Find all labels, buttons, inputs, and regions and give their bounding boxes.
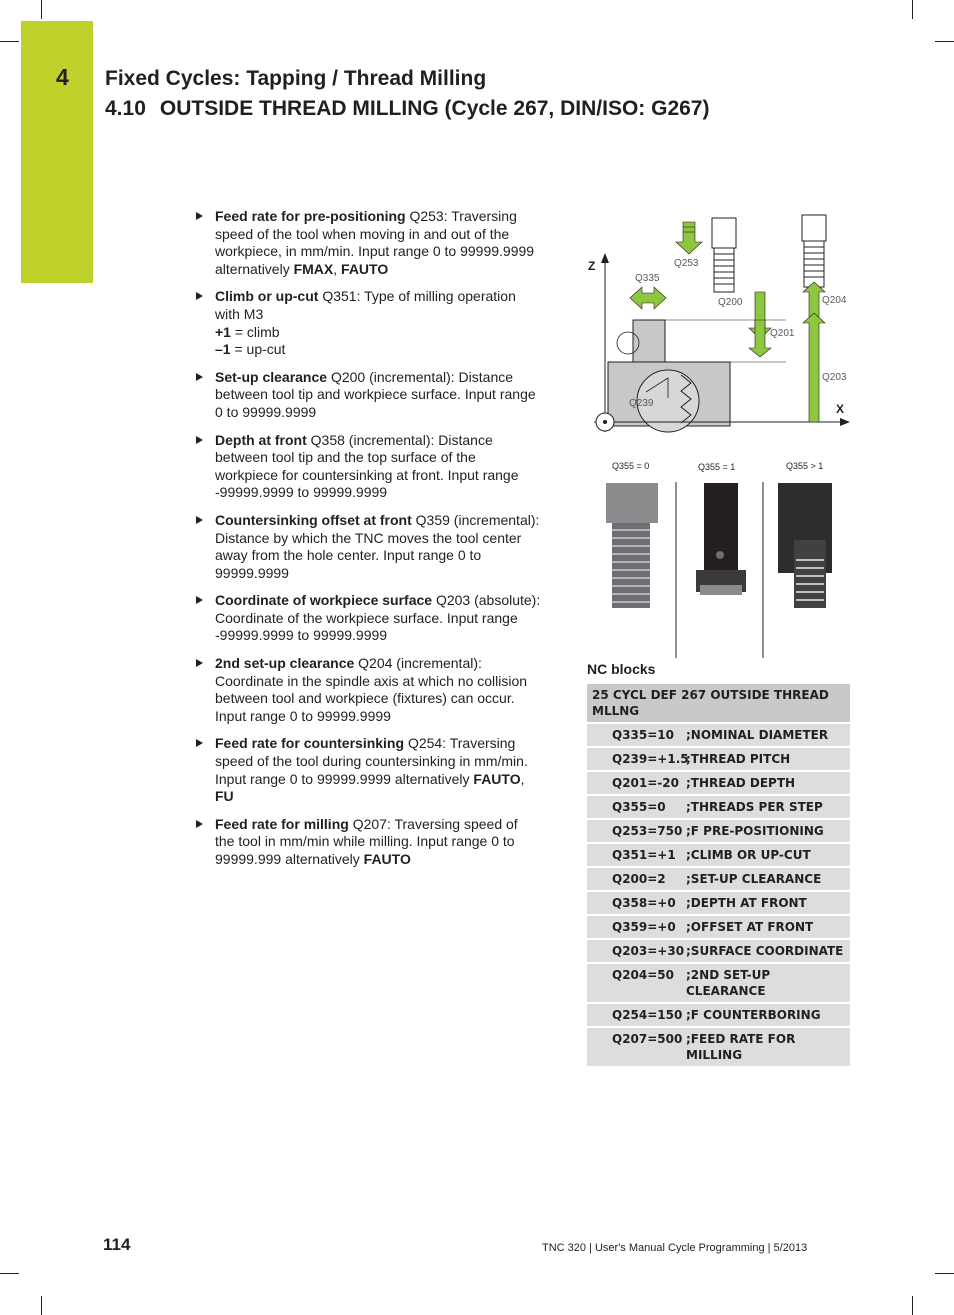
tool-photo-single (696, 483, 746, 595)
nc-param: Q355=0 (612, 800, 666, 814)
parameter-text: Q254: Traversing (407, 735, 516, 752)
parameter-text: , (333, 260, 342, 277)
parameter-line (215, 771, 558, 789)
parameter-term: Feed rate for countersinking (215, 735, 405, 752)
bullet-arrow-icon (196, 596, 203, 604)
nc-param: Q203=+30 (612, 944, 685, 958)
parameter-line (215, 484, 558, 502)
parameter-text: Coordinate in the spindle axis at which no collision (215, 672, 528, 689)
parameter-text: , (520, 770, 525, 787)
parameter-line (215, 306, 558, 324)
parameter-line (215, 208, 558, 226)
nc-comment: ;DEPTH AT FRONT (686, 896, 807, 910)
bullet-arrow-icon (196, 373, 203, 381)
tool-photo-tap (606, 483, 658, 608)
parameter-text: Q207: Traversing speed of (352, 815, 518, 832)
bullet-arrow-icon (196, 212, 203, 220)
nc-param: Q335=10 (612, 728, 675, 742)
parameter-line (215, 369, 558, 387)
parameter-item (193, 655, 558, 725)
parameter-text: = up-cut (230, 341, 286, 358)
surface-coordinate-arrow (803, 313, 825, 422)
label-q204: Q204 (822, 295, 847, 306)
nc-comment: ;F PRE-POSITIONING (686, 824, 824, 838)
z-axis-arrow (601, 253, 609, 263)
label-q335: Q335 (635, 273, 660, 284)
crop-mark (0, 1273, 19, 1274)
nc-param: Q351=+1 (612, 848, 676, 862)
parameter-line (215, 243, 558, 261)
parameter-item (193, 816, 558, 869)
nc-comment: ;THREAD PITCH (686, 752, 791, 766)
parameter-line (215, 565, 558, 583)
bullet-arrow-icon (196, 292, 203, 300)
parameter-line (215, 226, 558, 244)
crop-mark (935, 1273, 954, 1274)
parameter-list (193, 208, 558, 879)
nc-comment: ;NOMINAL DIAMETER (686, 728, 829, 742)
nc-row (587, 916, 850, 938)
parameter-line (215, 655, 558, 673)
caption-q355-0: Q355 = 0 (612, 461, 650, 471)
parameter-term: Set-up clearance (215, 368, 328, 385)
parameter-item (193, 592, 558, 645)
nc-param: Q201=-20 (612, 776, 679, 790)
parameter-line (215, 386, 558, 404)
nc-row (587, 796, 850, 818)
bullet-arrow-icon (196, 436, 203, 444)
nc-param: Q207=500 (612, 1032, 683, 1046)
nc-comment: ;OFFSET AT FRONT (686, 920, 814, 934)
parameter-item (193, 288, 558, 358)
parameter-text: -99999.9999 to 99999.9999 (215, 484, 388, 501)
parameter-text: speed of the tool during countersinking in mm/min. (215, 753, 528, 770)
parameter-text: between tool tip and the top surface of the (215, 449, 476, 466)
nc-row (587, 964, 850, 1002)
bullet-arrow-icon (196, 820, 203, 828)
section-title-text: OUTSIDE THREAD MILLING (Cycle 267, DIN/ISO: G267) (159, 97, 710, 120)
crop-mark (41, 1296, 42, 1315)
nc-comment: ;THREAD DEPTH (686, 776, 796, 790)
parameter-line (215, 288, 558, 306)
nc-row (587, 724, 850, 746)
parameter-text: = climb (230, 323, 280, 340)
bullet-arrow-icon (196, 659, 203, 667)
parameter-keyword: +1 (215, 323, 231, 340)
parameter-text: 99999.999 alternatively (215, 851, 364, 867)
parameter-text: 0 to 99999.9999 (215, 403, 317, 420)
nc-param: Q253=750 (612, 824, 683, 838)
parameter-text: between tool tip and workpiece surface. Input range (215, 386, 536, 403)
nc-param: Q200=2 (612, 872, 666, 886)
parameter-text: Q200 (incremental): Distance (330, 368, 514, 385)
parameter-keyword: FAUTO (473, 770, 521, 787)
label-q253: Q253 (674, 258, 699, 269)
nc-row (587, 892, 850, 914)
parameter-line (215, 673, 558, 691)
parameter-keyword: FAUTO (363, 851, 411, 867)
nc-row (587, 868, 850, 890)
parameter-line (215, 592, 558, 610)
parameter-text: Q204 (incremental): (358, 655, 482, 672)
parameter-keyword: FAUTO (341, 260, 389, 277)
caption-q355-gt1: Q355 > 1 (786, 461, 824, 471)
parameter-line (215, 753, 558, 771)
tool-threads (804, 241, 824, 287)
nc-comment: ;SET-UP CLEARANCE (686, 872, 822, 886)
parameter-keyword: –1 (215, 341, 231, 358)
parameter-line (215, 341, 558, 359)
parameter-item (193, 512, 558, 582)
nc-comment: ;2ND SET-UP CLEARANCE (686, 968, 771, 998)
parameter-text: Q351: Type of milling operation (322, 288, 516, 305)
nc-param: Q239=+1.5 (612, 752, 689, 766)
page-number: 114 (103, 1235, 131, 1254)
parameter-text: alternatively (215, 260, 294, 277)
parameter-item (193, 369, 558, 422)
label-q239: Q239 (629, 398, 654, 409)
parameter-term: Depth at front (215, 431, 307, 448)
parameter-term: Feed rate for pre-positioning (215, 208, 406, 224)
parameter-text: Coordinate of the workpiece surface. Input range (215, 609, 518, 626)
parameter-text: speed of the tool when moving in and out of the (215, 225, 510, 242)
tool-shank (712, 218, 736, 248)
nc-blocks-heading: NC blocks (587, 661, 656, 677)
nc-param: Q254=150 (612, 1008, 683, 1022)
crop-mark (41, 0, 42, 19)
parameter-term: Climb or up-cut (215, 288, 319, 305)
parameter-line (215, 547, 558, 565)
parameter-text: workpiece, in mm/min. Input range 0 to 99999.9999 (215, 243, 535, 260)
parameter-line (215, 449, 558, 467)
parameter-line (215, 530, 558, 548)
chapter-tab (21, 21, 93, 283)
nc-row (587, 940, 850, 962)
parameter-line (215, 735, 558, 753)
parameter-text: Q358 (incremental): Distance (310, 431, 493, 448)
tool-photo-multi (778, 483, 832, 608)
nc-comment: ;CLIMB OR UP-CUT (686, 848, 811, 862)
crop-mark (912, 1296, 913, 1315)
caption-q355-1: Q355 = 1 (698, 462, 736, 472)
nc-block-header: 25 CYCL DEF 267 OUTSIDE THREAD MLLNG (587, 684, 850, 722)
parameter-text: -99999.9999 to 99999.9999 (215, 627, 388, 644)
x-axis-arrow (840, 418, 850, 426)
parameter-line (215, 432, 558, 450)
tool-shank (802, 215, 826, 241)
nc-row (587, 772, 850, 794)
nc-row (587, 844, 850, 866)
nc-param: Q358=+0 (612, 896, 676, 910)
stud (633, 320, 665, 362)
parameter-text: Q359 (incremental): (415, 511, 540, 528)
tool-threads (714, 248, 734, 292)
nc-param: Q359=+0 (612, 920, 676, 934)
crop-mark (912, 0, 913, 19)
parameter-line (215, 512, 558, 530)
label-q203: Q203 (822, 372, 847, 383)
label-q200: Q200 (718, 297, 743, 308)
parameter-line (215, 627, 558, 645)
nc-blocks-table (587, 684, 850, 1068)
parameter-term: Countersinking offset at front (215, 511, 412, 528)
parameter-item (193, 208, 558, 278)
cycle-diagram (586, 210, 854, 660)
parameter-text: between tool and workpiece (fixtures) can occur. (215, 690, 515, 707)
section-title (105, 97, 709, 121)
parameter-text: Q253: Traversing (409, 208, 517, 224)
parameter-term: Feed rate for milling (215, 815, 349, 832)
origin-dot (603, 420, 607, 424)
parameter-text: with M3 (215, 305, 264, 322)
axis-x-label: X (836, 402, 845, 416)
parameter-line (215, 851, 558, 869)
parameter-line (215, 833, 558, 851)
parameter-text: workpiece for countersinking at front. Input range (215, 466, 519, 483)
chapter-number: 4 (56, 64, 69, 90)
section-number: 4.10 (105, 97, 146, 120)
nc-row (587, 748, 850, 770)
bullet-arrow-icon (196, 739, 203, 747)
parameter-item (193, 432, 558, 502)
parameter-text: 99999.9999 (215, 564, 289, 581)
nc-row (587, 1028, 850, 1066)
parameter-line (215, 404, 558, 422)
parameter-term: 2nd set-up clearance (215, 655, 355, 672)
parameter-line (215, 788, 558, 806)
footer-text: TNC 320 | User's Manual Cycle Programming | 5/2013 (542, 1242, 808, 1254)
depth-arrow (749, 320, 771, 357)
nc-row (587, 1004, 850, 1026)
parameter-item (193, 735, 558, 805)
diameter-arrow (630, 287, 666, 309)
bullet-arrow-icon (196, 516, 203, 524)
parameter-keyword: FMAX (293, 260, 334, 277)
parameter-line (215, 324, 558, 342)
chapter-title: Fixed Cycles: Tapping / Thread Milling (105, 67, 487, 90)
parameter-line (215, 261, 558, 279)
nc-comment: ;SURFACE COORDINATE (686, 944, 844, 958)
label-q201: Q201 (770, 328, 795, 339)
parameter-line (215, 816, 558, 834)
parameter-text: Input range 0 to 99999.9999 (215, 707, 391, 724)
nc-comment: ;THREADS PER STEP (686, 800, 823, 814)
crop-mark (935, 41, 954, 42)
nc-row (587, 820, 850, 842)
crop-mark (0, 41, 19, 42)
nc-comment: ;F COUNTERBORING (686, 1008, 821, 1022)
nc-comment: ;FEED RATE FOR MILLING (686, 1032, 796, 1062)
parameter-text: the tool in mm/min while milling. Input range 0 to (215, 833, 515, 850)
parameter-text: Q203 (absolute): (435, 592, 541, 609)
axis-z-label: Z (588, 259, 596, 273)
parameter-line (215, 690, 558, 708)
parameter-line (215, 467, 558, 485)
parameter-keyword: FU (215, 788, 234, 805)
parameter-text: away from the hole center. Input range 0 to (215, 547, 482, 564)
parameter-text: Distance by which the TNC moves the tool center (215, 529, 522, 546)
parameter-line (215, 610, 558, 628)
parameter-line (215, 708, 558, 726)
parameter-text: Input range 0 to 99999.9999 alternatively (215, 770, 474, 787)
parameter-term: Coordinate of workpiece surface (215, 592, 433, 609)
nc-param: Q204=50 (612, 968, 675, 982)
